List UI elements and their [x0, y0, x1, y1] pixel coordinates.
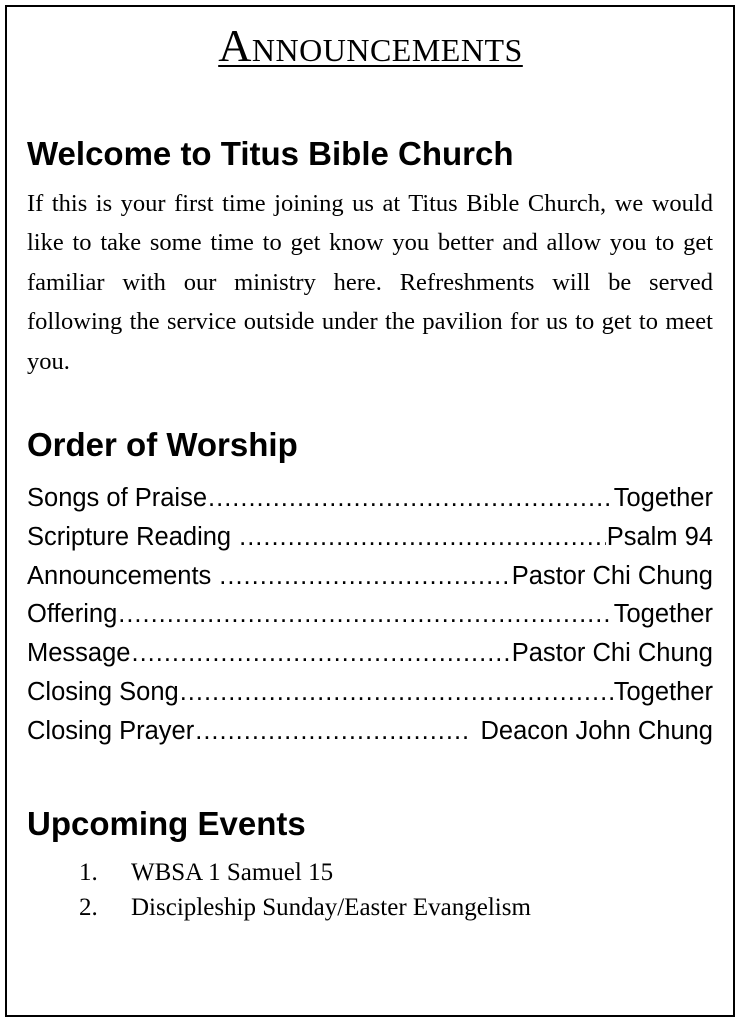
- order-item: Scripture Reading: [27, 522, 232, 551]
- order-leader-name: Together: [613, 484, 713, 512]
- page-title: [0, 18, 741, 74]
- page-title-text: Announcements: [218, 20, 523, 71]
- list-item-text: Discipleship Sunday/Easter Evangelism: [131, 894, 531, 921]
- upcoming-events-heading: Upcoming Events: [27, 805, 306, 842]
- order-of-worship-heading: Order of Worship: [27, 426, 298, 463]
- order-of-worship-list: [27, 479, 713, 751]
- order-item: Announcements: [27, 561, 212, 590]
- order-leader-name: Psalm 94: [606, 522, 713, 551]
- order-row: [27, 518, 713, 557]
- dot-leader: [239, 518, 606, 557]
- order-row: [27, 673, 713, 712]
- list-item: [79, 890, 531, 925]
- order-row: [27, 557, 713, 596]
- order-row: [27, 479, 713, 518]
- order-leader-name: Together: [613, 677, 713, 706]
- order-item: Offering: [27, 600, 118, 629]
- upcoming-events-list: [79, 855, 531, 925]
- order-leader-name: Deacon John Chung: [480, 716, 713, 745]
- welcome-paragraph: If this is your first time joining us at Titus Bible Church, we would like to take some time to get know you better and allow you to get familiar with our ministry here. Refreshments will be served following the service outside under the pavilion for us to get to meet you.: [27, 190, 713, 375]
- order-item: Message: [27, 639, 131, 668]
- order-item: Songs of Praise: [27, 484, 208, 512]
- order-item: Closing Prayer: [27, 716, 195, 745]
- dot-leader: [219, 557, 510, 596]
- list-item-number: 1.: [79, 859, 98, 886]
- dot-leader: [131, 634, 510, 673]
- order-row: [27, 712, 713, 751]
- dot-leader: [195, 712, 472, 751]
- dot-leader: [208, 479, 613, 518]
- list-item-text: WBSA 1 Samuel 15: [131, 859, 334, 886]
- order-leader-name: Pastor Chi Chung: [511, 561, 713, 590]
- order-leader-name: Pastor Chi Chung: [511, 639, 713, 668]
- order-row: [27, 634, 713, 673]
- order-leader-name: Together: [613, 600, 713, 629]
- dot-leader: [180, 673, 613, 712]
- list-item-number: 2.: [79, 894, 98, 921]
- list-item: [79, 855, 531, 890]
- welcome-heading: Welcome to Titus Bible Church: [27, 135, 514, 172]
- dot-leader: [118, 595, 613, 634]
- order-item: Closing Song: [27, 677, 179, 706]
- order-row: [27, 595, 713, 634]
